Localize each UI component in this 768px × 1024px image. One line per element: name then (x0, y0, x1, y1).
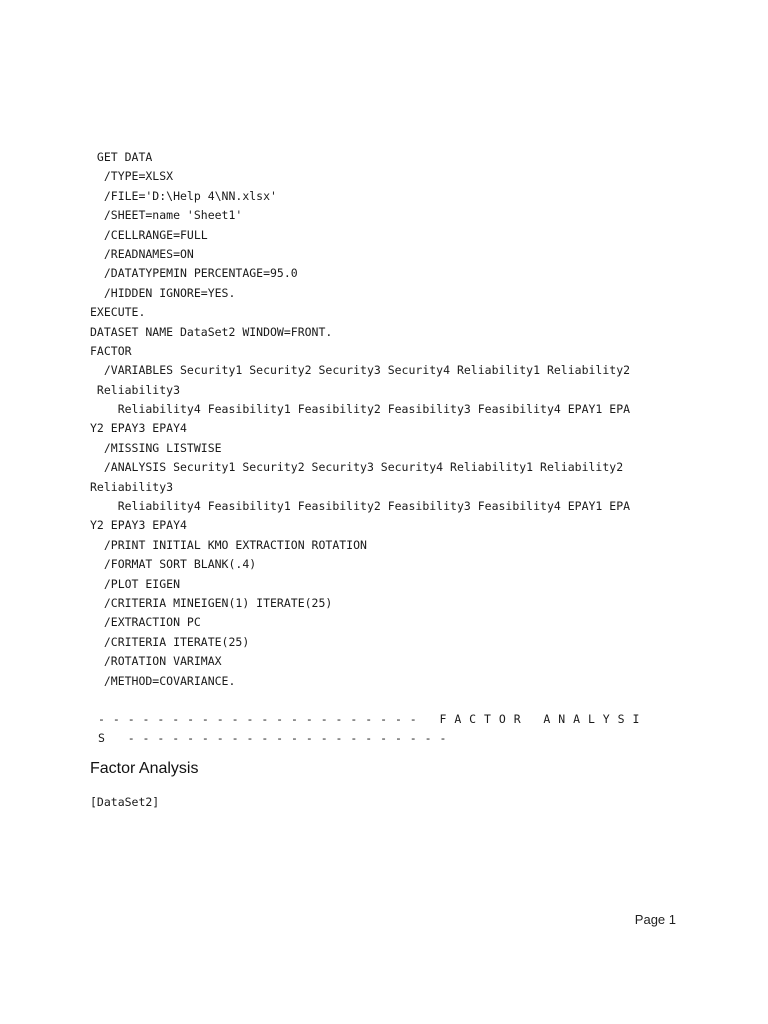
syntax-line: Reliability4 Feasibility1 Feasibility2 Feasibility3 Feasibility4 EPAY1 EPA (90, 499, 631, 514)
syntax-line: /CRITERIA ITERATE(25) (90, 634, 250, 649)
syntax-line: /MISSING LISTWISE (90, 440, 222, 455)
syntax-line: Y2 EPAY3 EPAY4 (90, 421, 187, 436)
divider-line: S - - - - - - - - - - - - - - - - - - - - - - (98, 731, 447, 746)
syntax-line: /EXTRACTION PC (90, 615, 201, 630)
syntax-line: /PRINT INITIAL KMO EXTRACTION ROTATION (90, 537, 367, 552)
syntax-line: DATASET NAME DataSet2 WINDOW=FRONT. (90, 324, 333, 339)
syntax-line: /CRITERIA MINEIGEN(1) ITERATE(25) (90, 595, 333, 610)
syntax-line: /SHEET=name 'Sheet1' (90, 208, 243, 223)
syntax-line: Y2 EPAY3 EPAY4 (90, 518, 187, 533)
syntax-line: /DATATYPEMIN PERCENTAGE=95.0 (90, 266, 298, 281)
syntax-line: /VARIABLES Security1 Security2 Security3 Security4 Reliability1 Reliability2 (90, 363, 631, 378)
syntax-line: /READNAMES=ON (90, 246, 194, 261)
syntax-block (90, 148, 690, 691)
syntax-line: /FORMAT SORT BLANK(.4) (90, 557, 257, 572)
syntax-line: GET DATA (90, 150, 153, 164)
syntax-line: /ANALYSIS Security1 Security2 Security3 Security4 Reliability1 Reliability2 (90, 460, 624, 475)
page-number: Page 1 (634, 912, 676, 927)
syntax-line: Reliability4 Feasibility1 Feasibility2 Feasibility3 Feasibility4 EPAY1 EPA (90, 402, 631, 417)
syntax-line: /TYPE=XLSX (90, 169, 174, 184)
syntax-line: /HIDDEN IGNORE=YES. (90, 285, 236, 300)
section-divider (98, 710, 698, 749)
section-heading: Factor Analysis (90, 760, 199, 777)
syntax-line: /PLOT EIGEN (90, 576, 181, 591)
syntax-line: /CELLRANGE=FULL (90, 227, 208, 242)
syntax-line: /ROTATION VARIMAX (90, 654, 222, 669)
dataset-label: [DataSet2] (90, 795, 160, 809)
syntax-line: Reliability3 (90, 479, 174, 494)
syntax-line: EXECUTE. (90, 305, 146, 320)
syntax-line: /FILE='D:\Help 4\NN.xlsx' (90, 188, 277, 203)
divider-line: - - - - - - - - - - - - - - - - - - - - - - F A C T O R A N A L Y S I (98, 712, 640, 726)
syntax-line: Reliability3 (90, 382, 181, 397)
syntax-line: FACTOR (90, 343, 132, 358)
syntax-line: /METHOD=COVARIANCE. (90, 673, 236, 688)
